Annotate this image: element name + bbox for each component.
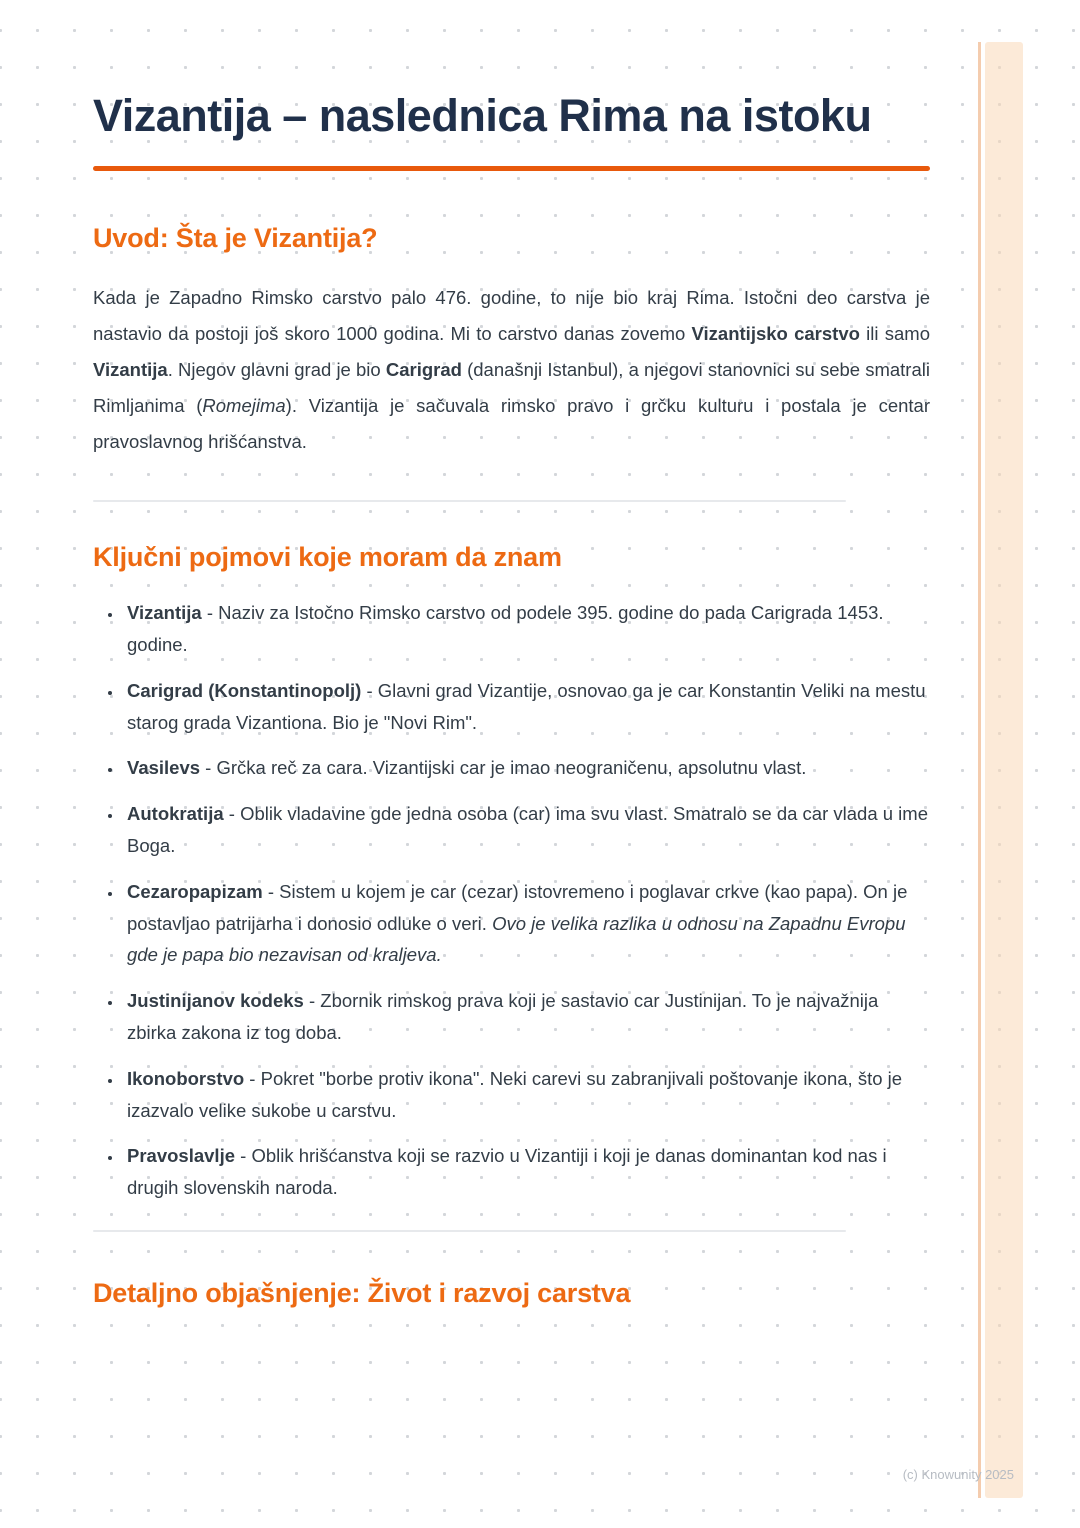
key-terms-heading: Ključni pojmovi koje moram da znam [93,542,562,573]
list-item: • Cezaropapizam - Sistem u kojem je car (cezar) istovremeno i poglavar crkve (kao papa). On je postavljao patrijarha i donosio odluke o veri. Ovo je velika razlika u odnosu na Zapadnu Evropu gde je papa bio nezavisan od kraljeva. [123,876,930,971]
intro-paragraph: Kada je Zapadno Rimsko carstvo palo 476. godine, to nije bio kraj Rima. Istočni deo carstva je nastavio da postoji još skoro 1000 godina. Mi to carstvo danas zovemo Vizantijsko carstvo ili samo Vizantija. Njegov glavni grad je bio Carigrad (današnji Istanbul), a njegovi stanovnici su sebe smatrali Rimljanima (Romejima). Vizantija je sačuvala rimsko pravo i grčku kulturu i postala je centar pravoslavnog hrišćanstva. [93,286,930,453]
section-divider [93,1230,846,1232]
list-item: • Carigrad (Konstantinopolj) - Glavni grad Vizantije, osnovao ga je car Konstantin Veliki na mestu starog grada Vizantiona. Bio je "Novi Rim". [123,675,930,739]
section-divider [93,500,846,502]
intro-heading: Uvod: Šta je Vizantija? [93,222,378,253]
list-item: • Ikonoborstvo - Pokret "borbe protiv ikona". Neki carevi su zabranjivali poštovanje ikona, što je izazvalo velike sukobe u carstvu. [123,1063,930,1127]
watermark: (c) Knowunity 2025 [902,1467,1014,1482]
list-item: • Pravoslavlje - Oblik hrišćanstva koji se razvio u Vizantiji i koji je danas dominantan kod nas i drugih slovenskih naroda. [123,1140,930,1204]
list-item: • Vizantija - Naziv za Istočno Rimsko carstvo od podele 395. godine do pada Carigrada 1453. godine. [123,597,930,661]
key-terms-list [93,597,930,1204]
page-title: Vizantija – naslednica Rima na istoku [93,90,872,141]
list-item: • Autokratija - Oblik vladavine gde jedna osoba (car) ima svu vlast. Smatralo se da car vlada u ime Boga. [123,798,930,862]
list-item: • Vasilevs - Grčka reč za cara. Vizantijski car je imao neograničenu, apsolutnu vlast. [123,752,930,784]
list-item: • Justinijanov kodeks - Zbornik rimskog prava koji je sastavio car Justinijan. To je najvažnija zbirka zakona iz tog doba. [123,985,930,1049]
title-underline-rule [93,166,930,171]
details-heading: Detaljno objašnjenje: Život i razvoj carstva [93,1278,631,1309]
